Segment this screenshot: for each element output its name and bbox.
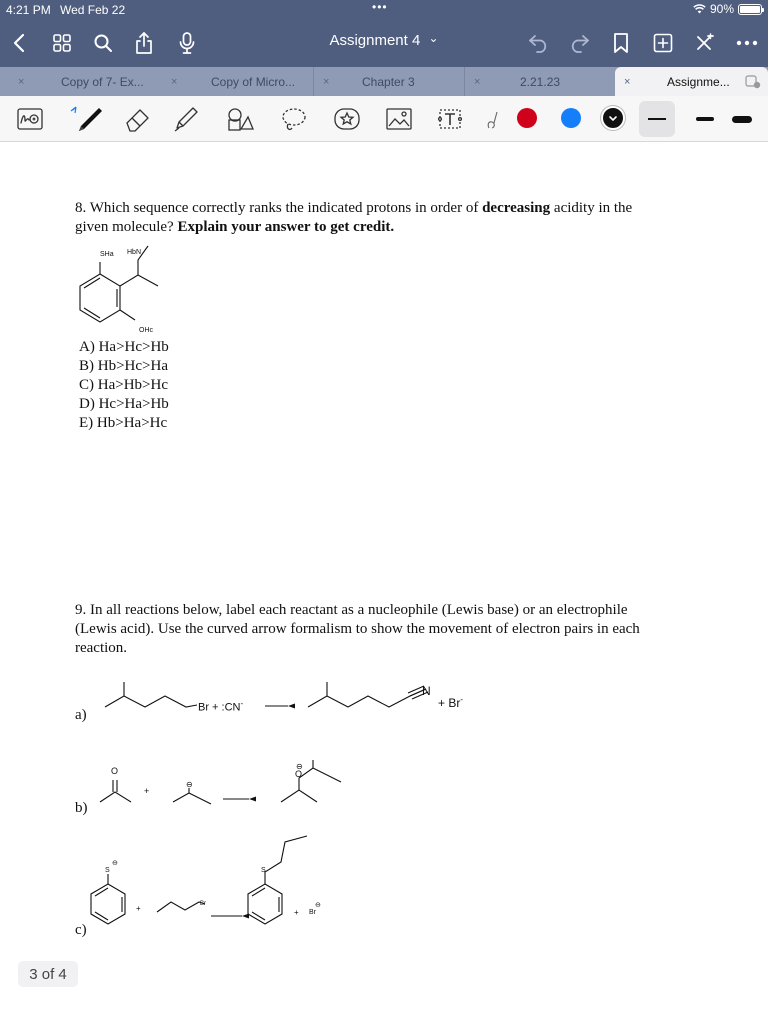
- reaction-c-thiolate-charge-icon: ⊖: [112, 860, 118, 867]
- reaction-a-byproduct: [438, 695, 463, 710]
- tab-close-icon[interactable]: ×: [18, 75, 25, 88]
- reaction-c-label: c): [75, 922, 87, 938]
- chevron-down-icon: [603, 108, 623, 128]
- page-indicator: 3 of 4: [18, 961, 78, 987]
- document-title-text: Assignment 4: [329, 32, 421, 49]
- tab-label: 2.21.23: [520, 74, 561, 89]
- reaction-c-bromide: Br: [200, 901, 206, 907]
- label-sha: SHa: [100, 251, 114, 258]
- pen-close-icon[interactable]: [692, 30, 718, 56]
- question-9-line1: . In all reactions below, label each reactant as a nucleophile (Lewis base) or an electrophile: [82, 602, 628, 618]
- reaction-c-bromide-ion: Br: [309, 909, 316, 916]
- tab-strip: [0, 67, 768, 96]
- annotation-toolbar: [0, 96, 768, 142]
- reaction-c-product-sulfur: S: [261, 867, 266, 874]
- reaction-b-product-oxygen: O: [295, 769, 303, 779]
- reaction-b-oxygen: O: [111, 766, 119, 776]
- tab-2-21-23[interactable]: [465, 67, 615, 96]
- reaction-a-reagent-text: Br + :CN: [198, 701, 241, 714]
- reaction-a-label: a): [75, 707, 87, 723]
- question-8-bold-word: decreasing: [482, 200, 551, 216]
- reaction-c-structures: [85, 832, 335, 942]
- status-right: [693, 2, 762, 16]
- battery-percent: 90%: [709, 2, 734, 16]
- reaction-a-byproduct-text: + Br: [438, 696, 461, 710]
- reaction-a-byproduct-minus: -: [460, 695, 464, 704]
- wifi-icon: [693, 4, 706, 14]
- reaction-b-structures: [95, 754, 355, 814]
- stroke-width-medium[interactable]: [690, 101, 720, 137]
- question-8-text-c: given molecule?: [75, 219, 178, 235]
- reaction-c-sulfur: S: [105, 867, 110, 874]
- choice-a[interactable]: A) Ha>Hc>Hb: [79, 339, 169, 355]
- tab-close-icon[interactable]: ×: [171, 75, 178, 88]
- q8-answer-choices: [79, 338, 169, 433]
- label-hbn: HbN: [127, 249, 142, 256]
- multitasking-dots[interactable]: •••: [372, 0, 388, 14]
- text-tool-icon[interactable]: [434, 103, 466, 135]
- laser-pointer-icon[interactable]: [482, 103, 502, 135]
- handwriting-search-icon[interactable]: [14, 103, 46, 135]
- shapes-tool-icon[interactable]: [224, 103, 256, 135]
- stroke-width-thick[interactable]: [727, 101, 757, 137]
- question-9-line3: reaction.: [75, 640, 128, 656]
- question-8-number: 8: [75, 200, 83, 216]
- question-9-prompt: [75, 601, 725, 658]
- tab-label: Copy of 7- Ex...: [61, 74, 144, 89]
- document-page[interactable]: [0, 142, 768, 1024]
- reaction-b-plus: +: [144, 786, 150, 796]
- tab-copy-of-micro[interactable]: [157, 67, 314, 96]
- question-9-number: 9: [75, 602, 83, 618]
- app-header: [0, 0, 768, 67]
- reaction-b-product-charge-icon: ⊖: [296, 762, 303, 771]
- question-8-text-a: . Which sequence correctly ranks the indicated protons in order of: [82, 200, 483, 216]
- reaction-a-reagents: [198, 699, 243, 714]
- reaction-c-bromide-charge-icon: ⊖: [315, 902, 321, 909]
- color-swatch-black-selected[interactable]: [601, 106, 625, 130]
- choice-b[interactable]: B) Hb>Hc>Ha: [79, 358, 168, 374]
- tab-chapter-3[interactable]: [314, 67, 464, 96]
- more-options-icon[interactable]: [734, 30, 760, 56]
- tab-close-icon[interactable]: ×: [474, 75, 481, 88]
- reaction-a-minus: -: [240, 699, 244, 708]
- status-time: 4:21 PM: [6, 3, 51, 17]
- reaction-c-plus-2: +: [294, 908, 299, 917]
- reaction-b-charge-icon: ⊖: [186, 780, 193, 789]
- choice-c[interactable]: C) Ha>Hb>Hc: [79, 377, 168, 393]
- reaction-b-label: b): [75, 800, 88, 816]
- bookmark-icon[interactable]: [608, 30, 634, 56]
- reaction-c-plus: +: [136, 904, 141, 913]
- add-page-icon[interactable]: [650, 30, 676, 56]
- status-date: Wed Feb 22: [60, 3, 126, 17]
- redo-icon[interactable]: [566, 30, 592, 56]
- tab-close-icon[interactable]: ×: [624, 75, 631, 88]
- tab-label: Assignme...: [667, 74, 730, 89]
- battery-icon: [738, 4, 762, 15]
- choice-e[interactable]: E) Hb>Ha>Hc: [79, 415, 168, 431]
- tab-assignment-active[interactable]: [615, 67, 768, 96]
- new-tab-icon[interactable]: [745, 75, 761, 89]
- question-8-text-b: acidity in the: [550, 200, 633, 216]
- lasso-tool-icon[interactable]: [278, 103, 310, 135]
- color-swatch-blue[interactable]: [561, 108, 581, 128]
- reaction-a-nitrogen: N: [422, 684, 431, 698]
- sticker-tool-icon[interactable]: [331, 103, 363, 135]
- label-ohc: OHc: [139, 327, 153, 334]
- tab-label: Copy of Micro...: [211, 74, 296, 89]
- pen-tool-icon[interactable]: [66, 103, 106, 135]
- image-tool-icon[interactable]: [383, 103, 415, 135]
- question-8-bold-instruction: Explain your answer to get credit.: [177, 219, 395, 235]
- color-swatch-red[interactable]: [517, 108, 537, 128]
- choice-d[interactable]: D) Hc>Ha>Hb: [79, 396, 169, 412]
- nav-bar: [0, 22, 768, 64]
- title-chevron-down-icon: ⌄: [428, 31, 439, 45]
- undo-icon[interactable]: [526, 30, 552, 56]
- stroke-width-thin-selected[interactable]: [639, 101, 675, 137]
- tab-close-icon[interactable]: ×: [323, 75, 330, 88]
- highlighter-tool-icon[interactable]: [170, 103, 202, 135]
- tab-label: Chapter 3: [362, 74, 415, 89]
- tab-copy-of-7-ex[interactable]: [0, 67, 157, 96]
- eraser-tool-icon[interactable]: [121, 103, 153, 135]
- reaction-a-structures: [100, 672, 460, 722]
- status-bar: [0, 0, 768, 20]
- question-9-line2: (Lewis acid). Use the curved arrow formalism to show the movement of electron pairs in each: [75, 621, 640, 637]
